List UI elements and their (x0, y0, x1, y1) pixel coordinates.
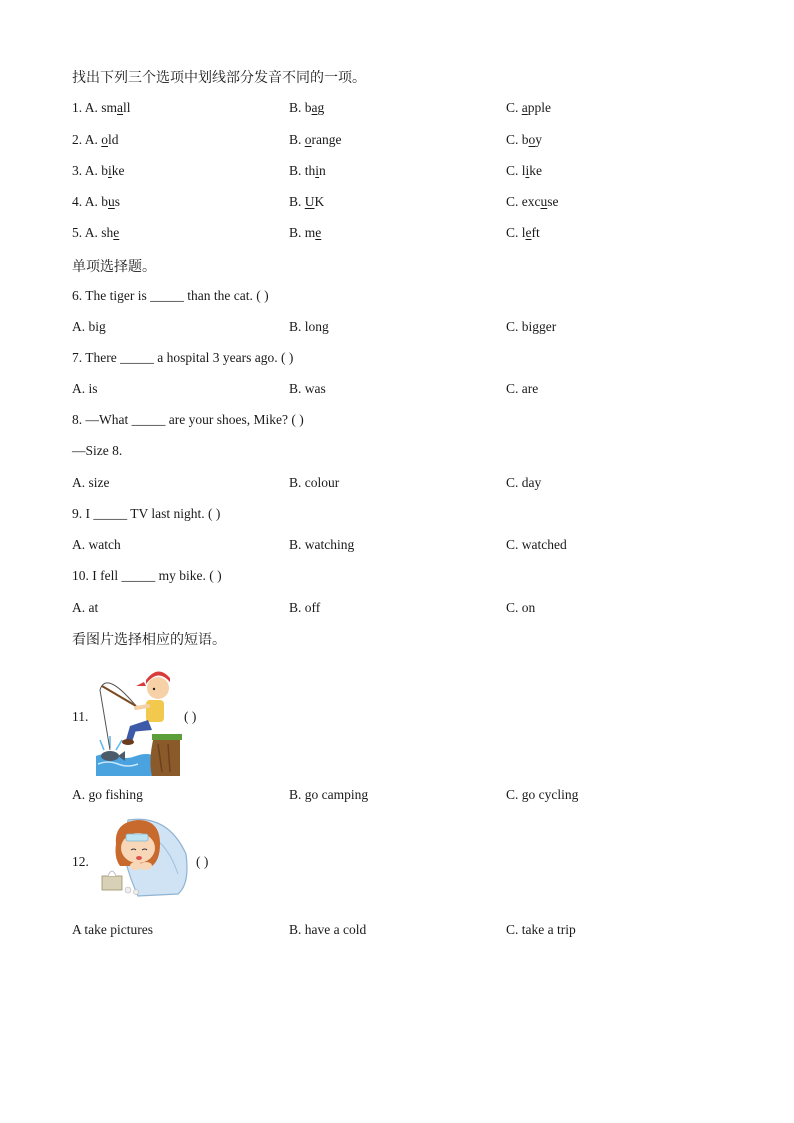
question-number: 3. (72, 163, 83, 178)
word-suffix: ft (531, 225, 540, 240)
q2-option-c (506, 132, 542, 148)
q11-option-a: A. go fishing (72, 787, 143, 802)
word-suffix: pple (527, 100, 552, 115)
option-label: C. (506, 194, 519, 209)
word-prefix: sh (101, 225, 114, 240)
word-suffix: se (547, 194, 559, 209)
q8-stem: 8. —What _____ are your shoes, Mike? ( ) (72, 412, 304, 427)
underlined-letters: U (304, 194, 315, 209)
option-label: A. (84, 132, 98, 147)
q11-number: 11. (72, 709, 89, 724)
word-suffix: g (317, 100, 325, 115)
word-prefix: b (521, 132, 529, 147)
option-label: A. (84, 163, 98, 178)
option-label: C. (506, 100, 519, 115)
underlined-letters: i (108, 163, 112, 178)
fishing-boy-image (96, 660, 182, 776)
underlined-letters: o (304, 132, 312, 147)
q9-option-c: C. watched (506, 537, 567, 552)
underlined-letters: e (315, 225, 322, 240)
q3-option-b (289, 163, 326, 179)
q8-option-a: A. size (72, 475, 110, 490)
q8-option-b: B. colour (289, 475, 340, 490)
q9-option-a: A. watch (72, 537, 121, 552)
underlined-letters: a (521, 100, 528, 115)
q5-option-b (289, 225, 321, 241)
q2-option-b (289, 132, 342, 148)
q9-option-b: B. watching (289, 537, 355, 552)
q2-option-a (72, 132, 119, 148)
q6-option-b: B. long (289, 319, 329, 334)
word-suffix: s (114, 194, 121, 209)
q4-option-b (289, 194, 324, 210)
word-suffix: range (311, 132, 342, 147)
word-suffix: ke (529, 163, 543, 178)
option-label: B. (289, 225, 302, 240)
question-number: 1. (72, 100, 83, 115)
underlined-letters: a (117, 100, 124, 115)
sick-child-image (98, 814, 192, 900)
q4-option-a (72, 194, 120, 210)
underlined-letters: a (311, 100, 318, 115)
q8-option-c: C. day (506, 475, 542, 490)
word-prefix: b (304, 100, 312, 115)
q1-option-b (289, 100, 324, 116)
q10-stem: 10. I fell _____ my bike. ( ) (72, 568, 222, 583)
question-number: 2. (72, 132, 83, 147)
word-suffix: ke (111, 163, 125, 178)
option-label: B. (289, 100, 302, 115)
word-prefix: exc (521, 194, 541, 209)
q4-option-c (506, 194, 559, 210)
q3-option-c (506, 163, 542, 179)
word-prefix: sm (101, 100, 118, 115)
q12-option-a: A take pictures (72, 922, 153, 937)
word-prefix: b (101, 194, 109, 209)
q12-number: 12. (72, 854, 89, 869)
underlined-letters: i (315, 163, 320, 178)
q12-option-c: C. take a trip (506, 922, 576, 937)
q9-stem: 9. I _____ TV last night. ( ) (72, 506, 221, 521)
option-label: A. (84, 194, 98, 209)
q10-option-b: B. off (289, 600, 321, 615)
q5-option-c (506, 225, 540, 241)
underlined-letters: o (101, 132, 109, 147)
q6-stem: 6. The tiger is _____ than the cat. ( ) (72, 288, 269, 303)
q10-option-c: C. on (506, 600, 536, 615)
option-label: A. (84, 225, 98, 240)
word-suffix: ll (123, 100, 131, 115)
q7-option-b: B. was (289, 381, 326, 396)
word-prefix: m (304, 225, 316, 240)
q8-reply: —Size 8. (72, 443, 123, 458)
q5-option-a (72, 225, 119, 241)
section1-title: 找出下列三个选项中划线部分发音不同的一项。 (72, 71, 366, 86)
q6-option-a: A. big (72, 319, 106, 334)
section3-title: 看图片选择相应的短语。 (72, 633, 226, 648)
underlined-letters: u (540, 194, 548, 209)
underlined-letters: i (525, 163, 530, 178)
question-number: 4. (72, 194, 83, 209)
option-label: C. (506, 163, 519, 178)
option-label: C. (506, 225, 519, 240)
underlined-letters: u (108, 194, 115, 209)
q11-paren: ( ) (184, 709, 197, 724)
word-suffix: ld (108, 132, 119, 147)
q7-stem: 7. There _____ a hospital 3 years ago. ( ) (72, 350, 294, 365)
q1-option-c (506, 100, 551, 116)
word-suffix: K (314, 194, 325, 209)
underlined-letters: e (113, 225, 120, 240)
word-suffix: n (319, 163, 326, 178)
q11-option-b: B. go camping (289, 787, 369, 802)
q3-option-a (72, 163, 125, 179)
word-suffix: y (535, 132, 543, 147)
q6-option-c: C. bigger (506, 319, 557, 334)
option-label: A. (84, 100, 98, 115)
q12-option-b: B. have a cold (289, 922, 367, 937)
q7-option-a: A. is (72, 381, 98, 396)
word-prefix: l (521, 225, 526, 240)
q12-paren: ( ) (196, 854, 209, 869)
word-prefix: b (101, 163, 109, 178)
q10-option-a: A. at (72, 600, 99, 615)
question-number: 5. (72, 225, 83, 240)
q1-option-a (72, 100, 131, 116)
q7-option-c: C. are (506, 381, 539, 396)
option-label: B. (289, 132, 302, 147)
word-prefix: th (304, 163, 316, 178)
underlined-letters: o (528, 132, 536, 147)
option-label: B. (289, 194, 302, 209)
section2-title: 单项选择题。 (72, 260, 156, 275)
q11-option-c: C. go cycling (506, 787, 579, 802)
word-prefix: l (521, 163, 526, 178)
underlined-letters: e (525, 225, 532, 240)
option-label: B. (289, 163, 302, 178)
option-label: C. (506, 132, 519, 147)
